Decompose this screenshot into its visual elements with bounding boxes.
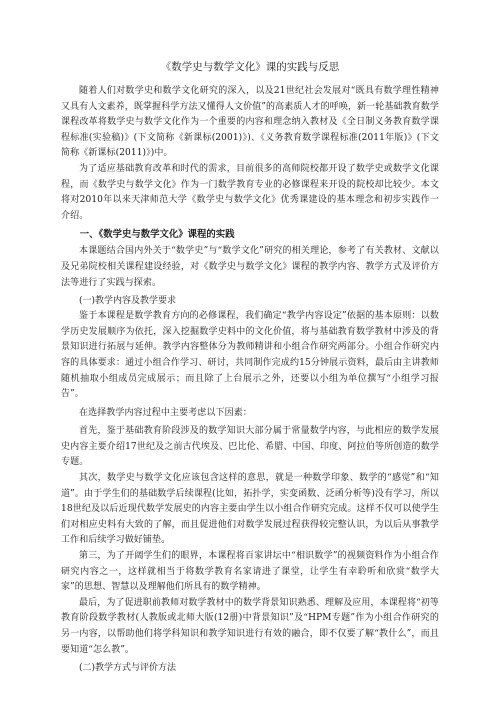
subsection-1-heading: (一)教学内容及教学要求 [79, 296, 177, 307]
subsection-1-paragraph-4: 其次，数学史与数学文化应该包含这样的意思，就是一种数学印象、数学的“感觉”和“知道”。由于学生们的基础数学后续课程(比如，拓扑学，实变函数、泛函分析等)没有学习，所以18世纪及以后近现代数学发展史的内容主要由学生以小组合作研究完成。这样不仅可以使学生们对相应史料有大致的了解，而且促进他们对数学发展过程获得较完整认识，为以后从事教学工作和后续学习做好铺垫。 [61, 473, 439, 546]
intro-paragraph-2: 为了适应基础教育改革和时代的需求，目前很多的高师院校都开设了数学史或数学文化课程，而《数学史与数学文化》作为一门数学教育专业的必修课程来开设的院校却比较少。本文将对2010年以来天津师范大学《数学史与数学文化》优秀课建设的基本理念和初步实践作一介绍。 [61, 163, 439, 221]
intro-paragraph-1: 随着人们对数学史和数学文化研究的深入，以及21世纪社会发展对“既具有数学理性精神又具有人文素养，既掌握科学方法又懂得人文价值”的高素质人才的呼唤，新一轮基础教育数学课程改革将数学史与数学文化作为一个重要的内容和理念纳入教材及《全日制义务教育数学课程标准(实验稿)》(下文简称《新课标(2001)》)、《义务教育数学课程标准(2011年版)》(下文简称《新课标(2011)》)中。 [61, 86, 439, 159]
document-title: 《数学史与数学文化》课的实践与反思 [160, 61, 340, 73]
subsection-1-paragraph-6: 最后，为了促进职前教师对数学教材中的数学背景知识熟悉、理解及应用，本课程将“初等教育阶段数学教材(人教版或北师大版(12册)中背景知识”及“HPM专题”作为小组合作研究的另一内容，以帮助他们将学科知识和教学知识进行有效的融合，即不仅要了解“教什么”，而且要知道“怎么教”。 [61, 597, 439, 655]
subsection-2-heading: (二)教学方式与评价方法 [79, 663, 177, 674]
subsection-1-paragraph-1: 鉴于本课程是数学教育方向的必修课程，我们确定“教学内容设定”依据的基本原则：以数学历史发展顺序为依托，深入挖掘数学史料中的文化价值，将与基础教育数学教材中涉及的背景知识进行拓展与延伸。教学内容整体分为教师精讲和小组合作研究两部分。小组合作研究内容的具体要求：通过小组合作学习、研讨，共同制作完成约15分钟展示资料，最后由主讲教师随机抽取小组成员完成展示；而且除了上台展示之外，还要以小组为单位撰写“小组学习报告”。 [61, 311, 439, 400]
subsection-1-paragraph-2: 在选择教学内容过程中主要考虑以下因素： [79, 407, 252, 418]
section-1-intro: 本课题结合国内外关于“数学史”与“数学文化”研究的相关理论，参考了有关教材、文献以及兄弟院校相关课程建设经验，对《数学史与数学文化》课程的教学内容、教学方式及评价方法等进行了实践与探索。 [61, 246, 439, 288]
subsection-1-paragraph-5: 第三，为了开阔学生们的眼界，本课程将百家讲坛中“相识数学”的视频资料作为小组合作研究内容之一，这样就相当于将数学教育名家请进了课堂，让学生有幸聆听和欣赏“数学大家”的思想、智慧以及理解他们所具有的数学精神。 [61, 551, 439, 593]
section-1-heading: 一、《数学史与数学文化》课程的实践 [79, 229, 235, 241]
subsection-1-paragraph-3: 首先，鉴于基础教育阶段涉及的数学知识大部分属于常量数学内容，与此相应的数学发展史内容主要介绍17世纪及之前古代埃及、巴比伦、希腊、中国、印度、阿拉伯等所创造的数学专题。 [61, 426, 439, 468]
